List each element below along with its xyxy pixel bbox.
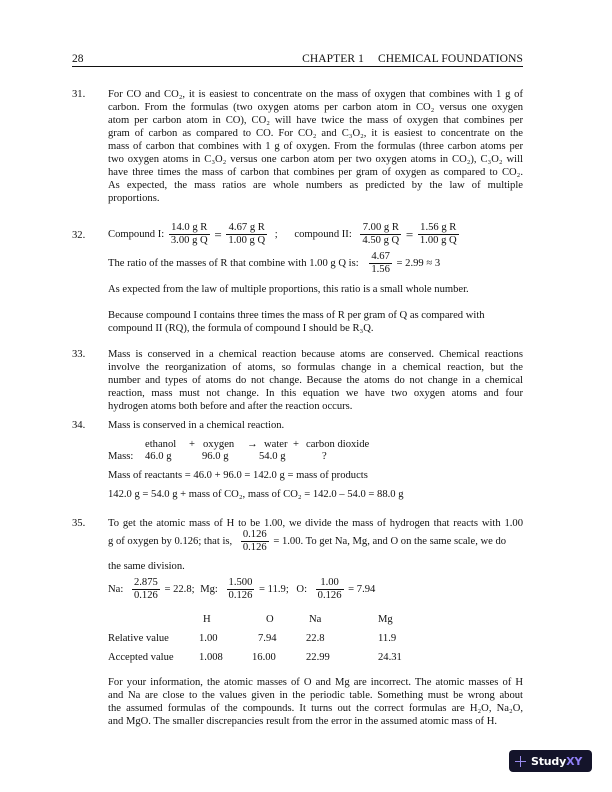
table-cell: 24.31: [378, 652, 402, 663]
fraction: $\frac{1.500}{0.126}$: [228, 577, 253, 601]
text-line: atom per carbon atom in CO), CO₂ will have twice the mass of oxygen that combines per: [108, 115, 523, 126]
studyxy-badge[interactable]: [509, 750, 592, 772]
text-line: proportions.: [108, 193, 160, 204]
page-number: 28: [72, 53, 84, 65]
table-cell: 7.94: [258, 633, 277, 644]
document-page: 28 CHAPTER 1 CHEMICAL FOUNDATIONS 31. For CO and CO₂, it is easiest to concentrate on the mass of oxygen that combines with 1 g of carbon. From the formulas (two oxygen atoms per carbon atom in CO₂ versus one oxygen atom per carbon atom in CO), CO₂ will have twice the mass of oxygen that combines per gram of carbon as compared to CO. For CO₂ and C₃O₂, it is easiest to concentrate on the mass of carbon that combines with 1 g of oxygen. From the formulas (three carbon atoms per two oxygen atoms in C₃O₂ versus one carbon atom per two oxygen atoms in CO₂), C₃O₂ will have three times the mass of carbon that combines per gram of oxygen as compared to CO₂. As expected, the mass ratios are whole numbers as predicted by the law of multiple proportions. 32. Compound I: $\frac{\text{14.0 g R}}{\text{3.00 g Q}}$ = $\frac{\text{4.67 g R}}{\text{1.00 g Q}}$ ; compound II: $\frac{\text{7.00 g R}}{\text{4.50 g Q}}$ = $\frac{\text{1.56 g R}}{\text{1.00 g Q}}$ The ratio of the masses of R that combine with 1.00 g Q is: $\frac{4.67}{1.56}$ = 2.99 ≈ 3 As expected from the law of multiple proportions, this ratio is a small whole number. Because compound I contains three times the mass of R per gram of Q as compared with compound II (RQ), the formula of compound I should be R₃Q. 33. Mass is conserved in a chemical reaction because atoms are conserved. Chemical reactions involve the reorganization of atoms, so formulas change in a chemical reaction, but the number and types of atoms do not change. Because the atoms do not change in a chemical reaction, mass must not change. In this equation we have two oxygen atoms and four hydrogen atoms both before and after the reaction occurs. 34. Mass is conserved in a chemical reaction. ethanol + oxygen → water + carbon dioxide Mass: 46.0 g 96.0 g 54.0 g ? Mass of reactants = 46.0 + 96.0 = 142.0 g = mass of products 142.0 g = 54.0 g + mass of CO₂, mass of CO₂ = 142.0 – 54.0 = 88.0 g 35. To get the atomic mass of H to be 1.00, we divide the mass of hydrogen that reacts with 1.00 g of oxygen by 0.126; that is, $\frac{0.126}{0.126}$ = 1.00. To get Na, Mg, and O on the same scale, we do the same division. Na: $\frac{2.875}{0.126}$ = 22.8; Mg: $\frac{1.500}{0.126}$ = 11.9; O: $\frac{1.00}{0.126}$ = 7.94 H O Na Mg Relative value 1.00 7.94 22.8 11.9 Accepted value 1.008 16.00 22.99 24.31 For your information, the atomic masses of O and Mg are incorrect. The atomic masses of H and Na are close to the values given in the periodic table. Something must be wrong about the assumed formulas of the compounds. It turns out the correct formulas are H₂O, Na₂O, and MgO. The smaller discrepancies result from the error in the assumed atomic mass of H. StudyXY: [0, 0, 612, 792]
chapter-number: CHAPTER 1: [302, 53, 364, 65]
table-cell: 22.99: [306, 652, 330, 663]
problem-33-text: Mass is conserved in a chemical reaction because atoms are conserved. Chemical reactions involve the reorganization of atoms, so formulas change in a chemical reaction, but the number and types of atoms do not change. Because the atoms do not change in a chemical reaction, mass must not change. In this equation we have two oxygen atoms and four hydrogen atoms both before and after the reaction occurs.: [108, 349, 523, 412]
fraction: $\frac{\text{1.56 g R}}{\text{1.00 g Q}}$: [419, 222, 457, 246]
conclusion-paragraph: As expected from the law of multiple proportions, this ratio is a small whole number.: [108, 284, 469, 295]
ratio-result: = 2.99 ≈ 3: [396, 258, 441, 269]
row-label: Accepted value: [108, 652, 174, 663]
compound-1-label: Compound I:: [108, 229, 165, 240]
column-header: H: [203, 614, 211, 625]
problem-34-text: Mass is conserved in a chemical reaction.: [108, 420, 285, 431]
row-label: Relative value: [108, 633, 169, 644]
compound-ratios: Compound I: $\frac{\text{14.0 g R}}{\text{3.00 g Q}}$ = $\frac{\text{4.67 g R}}{\text{1.00 g Q}}$ ; compound II: $\frac{\text{7.00 g R}}{\text{4.50 g Q}}$ = $\frac{\text{1.56 g R}}{\text{1.00 g Q}}$: [108, 222, 457, 246]
problem-number: 33.: [72, 349, 86, 360]
fraction: $\frac{2.875}{0.126}$: [133, 577, 158, 601]
problem-number: 32.: [72, 230, 86, 241]
co2-mass-line: 142.0 g = 54.0 g + mass of CO₂, mass of CO₂ = 142.0 – 54.0 = 88.0 g: [108, 489, 404, 500]
column-header: O: [266, 614, 274, 625]
fraction: $\frac{\text{7.00 g R}}{\text{4.50 g Q}}$: [362, 222, 400, 246]
compound-2-label: compound II:: [294, 229, 352, 240]
text-line: As expected, the mass ratios are whole numbers as predicted by the law of multiple: [108, 180, 523, 191]
chapter-title: CHEMICAL FOUNDATIONS: [377, 53, 523, 65]
closing-paragraph: For your information, the atomic masses of O and Mg are incorrect. The atomic masses of H and Na are close to the values given in the periodic table. Something must be wrong about the assumed formulas of the compounds. It turns out the correct formulas are H₂O, Na₂O, and MgO. The smaller discrepancies result from the error in the assumed atomic mass of H.: [108, 677, 523, 727]
division-line-end: the same division.: [108, 561, 185, 572]
fraction: $\frac{1.00}{0.126}$: [317, 577, 342, 601]
table-cell: 1.008: [199, 652, 223, 663]
fraction: $\frac{4.67}{1.56}$: [371, 251, 390, 275]
text-line: two oxygen atoms in C₃O₂ versus one carbon atom per two oxygen atoms in CO₂), C₃O₂ will: [108, 154, 523, 165]
text-line: gram of carbon as compared to CO. For CO₂ and C₃O₂, it is easiest to concentrate on the: [108, 128, 523, 139]
problem-number: 31.: [72, 89, 86, 100]
formula-paragraph: Because compound I contains three times the mass of R per gram of Q as compared with compound II (RQ), the formula of compound I should be R₃Q.: [108, 310, 485, 334]
column-header: Mg: [378, 614, 393, 625]
text-line: have three times the mass of carbon that combines per gram of oxygen as compared to CO₂.: [108, 167, 523, 178]
column-header: Na: [309, 614, 322, 625]
problem-number: 34.: [72, 420, 86, 431]
brand-name: StudyXY: [531, 754, 583, 768]
table-cell: 22.8: [306, 633, 325, 644]
table-cell: 11.9: [378, 633, 397, 644]
table-cell: 16.00: [252, 652, 276, 663]
ratio-line: [108, 251, 523, 279]
text-line: mass of carbon that combines with 1 g of oxygen. From the formulas (three carbon atoms per: [108, 141, 523, 152]
problem-31-text: [108, 88, 523, 205]
relative-mass-calculations: Na: $\frac{2.875}{0.126}$ = 22.8; Mg: $\frac{1.500}{0.126}$ = 11.9; O: $\frac{1.00}{0.126}$ = 7.94: [108, 577, 376, 601]
plus-icon: [515, 756, 526, 767]
problem-number: 35.: [72, 518, 86, 529]
page-header: [72, 53, 523, 67]
reactant-mass-line: Mass of reactants = 46.0 + 96.0 = 142.0 g = mass of products: [108, 470, 368, 481]
chapter-heading: [302, 53, 523, 66]
mass-label: Mass:: [108, 451, 134, 462]
division-line: g of oxygen by 0.126; that is, $\frac{0.126}{0.126}$ = 1.00. To get Na, Mg, and O on the same scale, we do: [108, 529, 507, 553]
table-cell: 1.00: [199, 633, 218, 644]
problem-35-intro: To get the atomic mass of H to be 1.00, we divide the mass of hydrogen that reacts with 1.00: [108, 518, 523, 529]
reaction-arrow: →: [247, 439, 258, 450]
text-line: carbon. From the formulas (two oxygen atoms per carbon atom in CO₂ versus one oxygen: [108, 102, 523, 113]
fraction: $\frac{\text{14.0 g R}}{\text{3.00 g Q}}$: [170, 222, 208, 246]
ratio-text: The ratio of the masses of R that combine with 1.00 g Q is:: [108, 258, 359, 269]
text-line: For CO and CO₂, it is easiest to concentrate on the mass of oxygen that combines with 1 g of: [108, 89, 523, 100]
fraction: $\frac{0.126}{0.126}$: [242, 529, 267, 553]
fraction: $\frac{\text{4.67 g R}}{\text{1.00 g Q}}$: [228, 222, 266, 246]
